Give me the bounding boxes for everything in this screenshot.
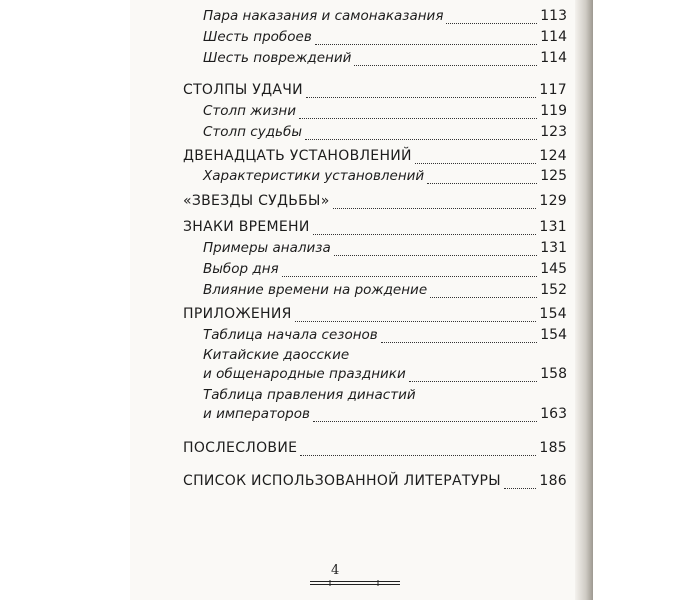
dot-leader: [313, 421, 537, 422]
dot-leader: [333, 208, 537, 209]
toc-section-title: ПОСЛЕСЛОВИЕ: [183, 440, 298, 456]
toc-section-title: ДВЕНАДЦАТЬ УСТАНОВЛЕНИЙ: [183, 148, 412, 164]
footer-ornament: [310, 580, 400, 586]
dot-leader: [415, 163, 537, 164]
toc-entry-title: Примеры анализа: [203, 240, 331, 256]
toc-entry-title: Шесть пробоев: [203, 29, 312, 45]
dot-leader: [427, 183, 537, 184]
toc-entry: [203, 8, 567, 28]
dot-leader: [504, 488, 536, 489]
toc-entry: [203, 124, 567, 144]
toc-entry: [203, 366, 567, 386]
toc-entry-page: 145: [540, 261, 567, 277]
toc-section-title: «ЗВЕЗДЫ СУДЬБЫ»: [183, 193, 330, 209]
toc-entry-title: Выбор дня: [203, 261, 279, 277]
dot-leader: [313, 234, 537, 235]
dot-leader: [305, 139, 537, 140]
toc-section-title: ЗНАКИ ВРЕМЕНИ: [183, 219, 310, 235]
toc-entry-title: и общенародные праздники: [203, 366, 406, 382]
toc-section-page: 124: [539, 148, 567, 164]
toc-entry-title: Характеристики установлений: [203, 168, 425, 184]
page-spine-shadow: [575, 0, 593, 600]
toc-entry-page: 114: [540, 29, 567, 45]
dot-leader: [409, 381, 538, 382]
toc-entry-title: Шесть повреждений: [203, 50, 352, 66]
toc-section-page: 129: [539, 193, 567, 209]
toc-section-page: 154: [539, 306, 567, 322]
toc-entry-page: 119: [540, 103, 567, 119]
toc-entry-title-line1: Таблица правления династий: [203, 387, 416, 403]
dot-leader: [282, 276, 538, 277]
dot-leader: [295, 321, 537, 322]
toc-section-title: СПИСОК ИСПОЛЬЗОВАННОЙ ЛИТЕРАТУРЫ: [183, 473, 501, 489]
toc-section: [183, 440, 567, 460]
toc-entry-title: Таблица начала сезонов: [203, 327, 378, 343]
toc-entry-page: 123: [540, 124, 567, 140]
toc-entry-title: Пара наказания и самонаказания: [203, 8, 444, 24]
toc-entry-title: Влияние времени на рождение: [203, 282, 428, 298]
toc-entry: [203, 406, 567, 426]
toc-entry-page: 113: [540, 8, 567, 24]
toc-entry: [203, 50, 567, 70]
toc-entry-page: 152: [540, 282, 567, 298]
toc-entry-title: и императоров: [203, 406, 310, 422]
dot-leader: [334, 255, 538, 256]
toc-entry-title-line1: Китайские даосские: [203, 347, 350, 363]
dot-leader: [446, 23, 537, 24]
toc-section: [183, 219, 567, 239]
toc-entry: [203, 240, 567, 260]
dot-leader: [430, 297, 537, 298]
toc-entry-page: 163: [540, 406, 567, 422]
toc-section-page: 186: [539, 473, 567, 489]
toc-section-page: 185: [539, 440, 567, 456]
dot-leader: [300, 455, 536, 456]
toc-section: [183, 193, 567, 213]
toc-section-title: СТОЛПЫ УДАЧИ: [183, 82, 303, 98]
toc-section-page: 131: [539, 219, 567, 235]
toc-entry-page: 125: [540, 168, 567, 184]
dot-leader: [315, 44, 537, 45]
toc-entry-page: 131: [540, 240, 567, 256]
toc-entry: [203, 103, 567, 123]
toc-entry: [203, 29, 567, 49]
toc-entry-title: Столп жизни: [203, 103, 297, 119]
dot-leader: [306, 97, 536, 98]
toc-entry: [203, 327, 567, 347]
toc-section: [183, 148, 567, 168]
toc-entry: [203, 261, 567, 281]
page-number: 4: [331, 563, 340, 578]
toc-section-page: 117: [539, 82, 567, 98]
toc-section-title: ПРИЛОЖЕНИЯ: [183, 306, 292, 322]
toc-section: [183, 82, 567, 102]
dot-leader: [381, 342, 538, 343]
toc-entry-title: Столп судьбы: [203, 124, 302, 140]
toc-entry-page: 154: [540, 327, 567, 343]
toc-entry: [203, 168, 567, 188]
toc-section: [183, 306, 567, 326]
toc-entry-page: 114: [540, 50, 567, 66]
toc-entry: [203, 282, 567, 302]
dot-leader: [299, 118, 537, 119]
toc-entry-page: 158: [540, 366, 567, 382]
dot-leader: [354, 65, 537, 66]
toc-section: [183, 473, 567, 493]
